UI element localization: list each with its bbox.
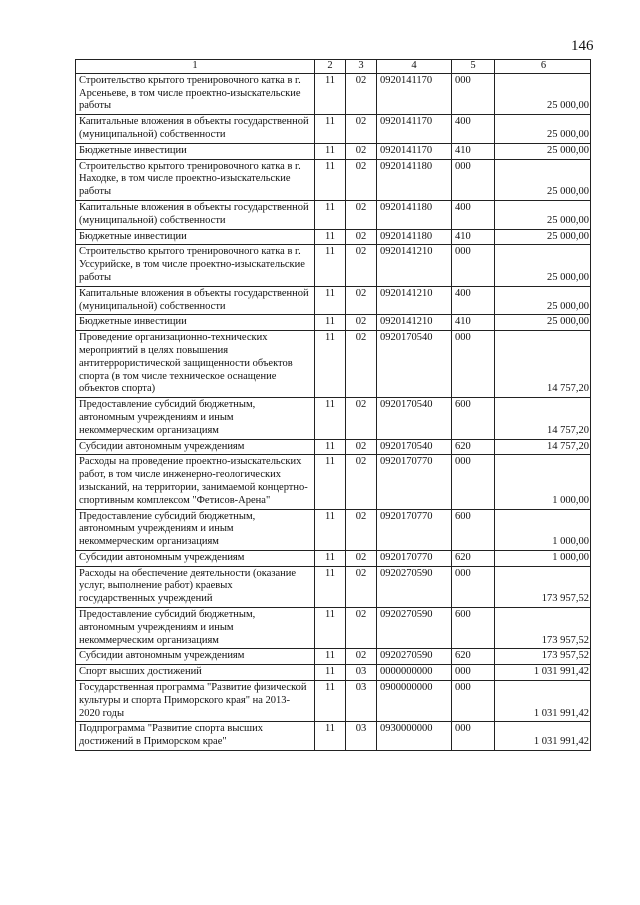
table-row	[76, 550, 591, 566]
row-target-article: 0920141180	[377, 200, 452, 229]
row-amount: 25 000,00	[495, 159, 591, 200]
row-amount: 25 000,00	[495, 315, 591, 331]
row-target-article: 0920170540	[377, 398, 452, 439]
row-subsection-code: 02	[346, 286, 377, 315]
row-section-code: 11	[315, 159, 346, 200]
row-subsection-code: 02	[346, 143, 377, 159]
row-target-article: 0920141170	[377, 143, 452, 159]
row-amount: 1 000,00	[495, 550, 591, 566]
row-target-article: 0920270590	[377, 566, 452, 607]
row-expense-type: 000	[452, 73, 495, 114]
row-subsection-code: 02	[346, 509, 377, 550]
row-name: Субсидии автономным учреждениям	[76, 550, 315, 566]
row-expense-type: 600	[452, 509, 495, 550]
row-amount: 25 000,00	[495, 200, 591, 229]
row-target-article: 0920170540	[377, 439, 452, 455]
table-row	[76, 398, 591, 439]
row-target-article: 0920141180	[377, 159, 452, 200]
row-amount: 1 000,00	[495, 509, 591, 550]
table-row	[76, 722, 591, 751]
header-col-3: 3	[346, 60, 377, 74]
row-target-article: 0930000000	[377, 722, 452, 751]
row-name: Расходы на проведение проектно-изыскательских работ, в том числе инженерно-геологических изысканий, на территории, занимаемой концертно-спортивным комплексом "Фетисов-Арена"	[76, 455, 315, 509]
row-amount: 173 957,52	[495, 566, 591, 607]
row-name: Бюджетные инвестиции	[76, 315, 315, 331]
table-row	[76, 455, 591, 509]
row-section-code: 11	[315, 455, 346, 509]
header-col-6: 6	[495, 60, 591, 74]
row-target-article: 0920141170	[377, 115, 452, 144]
row-amount: 25 000,00	[495, 73, 591, 114]
row-expense-type: 400	[452, 115, 495, 144]
row-amount: 25 000,00	[495, 286, 591, 315]
row-section-code: 11	[315, 143, 346, 159]
table-row	[76, 439, 591, 455]
row-subsection-code: 03	[346, 681, 377, 722]
row-expense-type: 600	[452, 398, 495, 439]
row-expense-type: 000	[452, 665, 495, 681]
row-name: Расходы на обеспечение деятельности (оказание услуг, выполнение работ) краевых государственных учреждений	[76, 566, 315, 607]
row-name: Строительство крытого тренировочного катка в г. Находке, в том числе проектно-изыскательские работы	[76, 159, 315, 200]
row-expense-type: 000	[452, 455, 495, 509]
table-row	[76, 509, 591, 550]
row-section-code: 11	[315, 398, 346, 439]
row-section-code: 11	[315, 550, 346, 566]
row-target-article: 0920270590	[377, 649, 452, 665]
row-target-article: 0920141210	[377, 315, 452, 331]
table-row	[76, 159, 591, 200]
header-row	[76, 60, 591, 74]
row-amount: 1 000,00	[495, 455, 591, 509]
row-expense-type: 000	[452, 245, 495, 286]
header-col-4: 4	[377, 60, 452, 74]
row-name: Строительство крытого тренировочного катка в г. Арсеньеве, в том числе проектно-изыскательские работы	[76, 73, 315, 114]
table-row	[76, 245, 591, 286]
table-row	[76, 331, 591, 398]
row-expense-type: 000	[452, 566, 495, 607]
table-row	[76, 200, 591, 229]
row-expense-type: 620	[452, 649, 495, 665]
table-row	[76, 665, 591, 681]
table-row	[76, 73, 591, 114]
header-col-5: 5	[452, 60, 495, 74]
row-subsection-code: 03	[346, 722, 377, 751]
row-subsection-code: 02	[346, 159, 377, 200]
row-subsection-code: 02	[346, 115, 377, 144]
row-expense-type: 620	[452, 439, 495, 455]
row-target-article: 0000000000	[377, 665, 452, 681]
row-target-article: 0920141210	[377, 286, 452, 315]
table-row	[76, 115, 591, 144]
table-row	[76, 286, 591, 315]
row-section-code: 11	[315, 722, 346, 751]
row-section-code: 11	[315, 245, 346, 286]
row-target-article: 0920141210	[377, 245, 452, 286]
row-section-code: 11	[315, 331, 346, 398]
row-name: Субсидии автономным учреждениям	[76, 649, 315, 665]
table-row	[76, 681, 591, 722]
row-target-article: 0920270590	[377, 608, 452, 649]
row-subsection-code: 03	[346, 665, 377, 681]
table-row	[76, 608, 591, 649]
row-section-code: 11	[315, 229, 346, 245]
row-name: Подпрограмма "Развитие спорта высших достижений в Приморском крае"	[76, 722, 315, 751]
row-subsection-code: 02	[346, 398, 377, 439]
table-body	[76, 73, 591, 750]
table-row	[76, 315, 591, 331]
row-section-code: 11	[315, 681, 346, 722]
row-subsection-code: 02	[346, 315, 377, 331]
page-number: 146	[571, 38, 594, 54]
row-section-code: 11	[315, 509, 346, 550]
row-subsection-code: 02	[346, 649, 377, 665]
row-amount: 1 031 991,42	[495, 665, 591, 681]
row-name: Бюджетные инвестиции	[76, 143, 315, 159]
row-subsection-code: 02	[346, 608, 377, 649]
row-subsection-code: 02	[346, 229, 377, 245]
row-name: Субсидии автономным учреждениям	[76, 439, 315, 455]
row-expense-type: 620	[452, 550, 495, 566]
row-amount: 25 000,00	[495, 143, 591, 159]
table-header	[76, 60, 591, 74]
table-row	[76, 143, 591, 159]
row-name: Капитальные вложения в объекты государственной (муниципальной) собственности	[76, 115, 315, 144]
budget-table	[75, 59, 591, 751]
row-subsection-code: 02	[346, 550, 377, 566]
row-target-article: 0920170770	[377, 455, 452, 509]
row-amount: 1 031 991,42	[495, 722, 591, 751]
row-section-code: 11	[315, 439, 346, 455]
row-amount: 173 957,52	[495, 608, 591, 649]
row-amount: 173 957,52	[495, 649, 591, 665]
row-amount: 25 000,00	[495, 245, 591, 286]
row-section-code: 11	[315, 665, 346, 681]
row-subsection-code: 02	[346, 245, 377, 286]
row-name: Предоставление субсидий бюджетным, автономным учреждениям и иным некоммерческим организациям	[76, 509, 315, 550]
row-subsection-code: 02	[346, 331, 377, 398]
row-name: Строительство крытого тренировочного катка в г. Уссурийске, в том числе проектно-изыскательские работы	[76, 245, 315, 286]
row-expense-type: 400	[452, 200, 495, 229]
row-name: Бюджетные инвестиции	[76, 229, 315, 245]
row-target-article: 0920170540	[377, 331, 452, 398]
row-name: Предоставление субсидий бюджетным, автономным учреждениям и иным некоммерческим организациям	[76, 608, 315, 649]
table-row	[76, 566, 591, 607]
row-target-article: 0920170770	[377, 550, 452, 566]
row-amount: 25 000,00	[495, 229, 591, 245]
row-expense-type: 400	[452, 286, 495, 315]
row-expense-type: 000	[452, 681, 495, 722]
row-expense-type: 410	[452, 315, 495, 331]
row-section-code: 11	[315, 315, 346, 331]
row-section-code: 11	[315, 286, 346, 315]
row-section-code: 11	[315, 608, 346, 649]
row-subsection-code: 02	[346, 566, 377, 607]
row-target-article: 0920170770	[377, 509, 452, 550]
row-name: Спорт высших достижений	[76, 665, 315, 681]
row-section-code: 11	[315, 115, 346, 144]
row-name: Государственная программа "Развитие физической культуры и спорта Приморского края" на 2013-2020 годы	[76, 681, 315, 722]
row-subsection-code: 02	[346, 455, 377, 509]
row-subsection-code: 02	[346, 439, 377, 455]
row-section-code: 11	[315, 566, 346, 607]
row-target-article: 0920141170	[377, 73, 452, 114]
row-expense-type: 000	[452, 331, 495, 398]
row-section-code: 11	[315, 649, 346, 665]
row-amount: 14 757,20	[495, 398, 591, 439]
row-expense-type: 000	[452, 159, 495, 200]
row-expense-type: 000	[452, 722, 495, 751]
row-name: Капитальные вложения в объекты государственной (муниципальной) собственности	[76, 200, 315, 229]
row-amount: 25 000,00	[495, 115, 591, 144]
row-expense-type: 600	[452, 608, 495, 649]
row-amount: 14 757,20	[495, 439, 591, 455]
row-name: Проведение организационно-технических мероприятий в целях повышения антитеррористической защищенности объектов спорта (в том числе техническое оснащение объектов спорта)	[76, 331, 315, 398]
row-name: Капитальные вложения в объекты государственной (муниципальной) собственности	[76, 286, 315, 315]
row-section-code: 11	[315, 73, 346, 114]
row-target-article: 0900000000	[377, 681, 452, 722]
row-amount: 1 031 991,42	[495, 681, 591, 722]
row-name: Предоставление субсидий бюджетным, автономным учреждениям и иным некоммерческим организациям	[76, 398, 315, 439]
row-amount: 14 757,20	[495, 331, 591, 398]
header-col-1: 1	[76, 60, 315, 74]
table-row	[76, 229, 591, 245]
row-target-article: 0920141180	[377, 229, 452, 245]
row-subsection-code: 02	[346, 200, 377, 229]
row-subsection-code: 02	[346, 73, 377, 114]
row-expense-type: 410	[452, 229, 495, 245]
row-section-code: 11	[315, 200, 346, 229]
header-col-2: 2	[315, 60, 346, 74]
table-row	[76, 649, 591, 665]
row-expense-type: 410	[452, 143, 495, 159]
